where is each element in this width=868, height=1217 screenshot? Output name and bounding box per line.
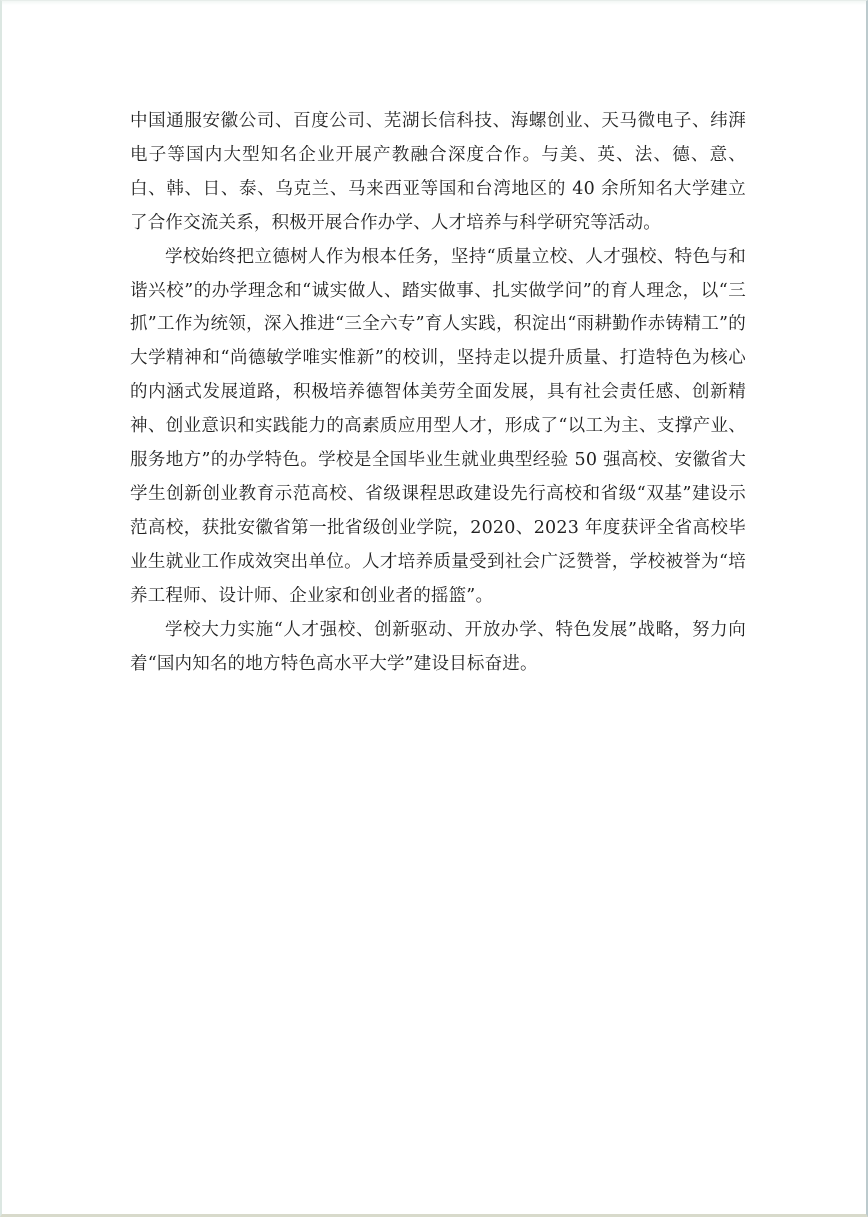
paragraph-school-strategy: 学校大力实施“人才强校、创新驱动、开放办学、特色发展”战略，努力向着“国内知名的地方特色高水平大学”建设目标奋进。: [130, 619, 746, 674]
paragraph-school-philosophy: 学校始终把立德树人作为根本任务，坚持“质量立校、人才强校、特色与和谐兴校”的办学理念和“诚实做人、踏实做事、扎实做学问”的育人理念，以“三抓”工作为统领，深入推进“三全六专”育人实践，积淀出“雨耕勤作赤铸精工”的大学精神和“尚德敏学唯实惟新”的校训，坚持走以提升质量、打造特色为核心的内涵式发展道路，积极培养德智体美劳全面发展，具有社会责任感、创新精神、创业意识和实践能力的高素质应用型人才，形成了“以工为主、支撑产业、服务地方”的办学特色。学校是全国毕业生就业典型经验 50 强高校、安徽省大学生创新创业教育示范高校、省级课程思政建设先行高校和省级“双基”建设示范高校，获批安徽省第一批省级创业学院，2020、2023 年度获评全省高校毕业生就业工作成效突出单位。人才培养质量受到社会广泛赞誉，学校被誉为“培养工程师、设计师、企业家和创业者的摇篮”。: [130, 246, 746, 606]
document-text-area: [130, 105, 746, 681]
paragraph-enterprise-cooperation: 中国通服安徽公司、百度公司、芜湖长信科技、海螺创业、天马微电子、纬湃电子等国内大型知名企业开展产教融合深度合作。与美、英、法、德、意、白、韩、日、泰、乌克兰、马来西亚等国和台湾地区的 40 余所知名大学建立了合作交流关系，积极开展合作办学、人才培养与科学研究等活动。: [130, 111, 746, 233]
